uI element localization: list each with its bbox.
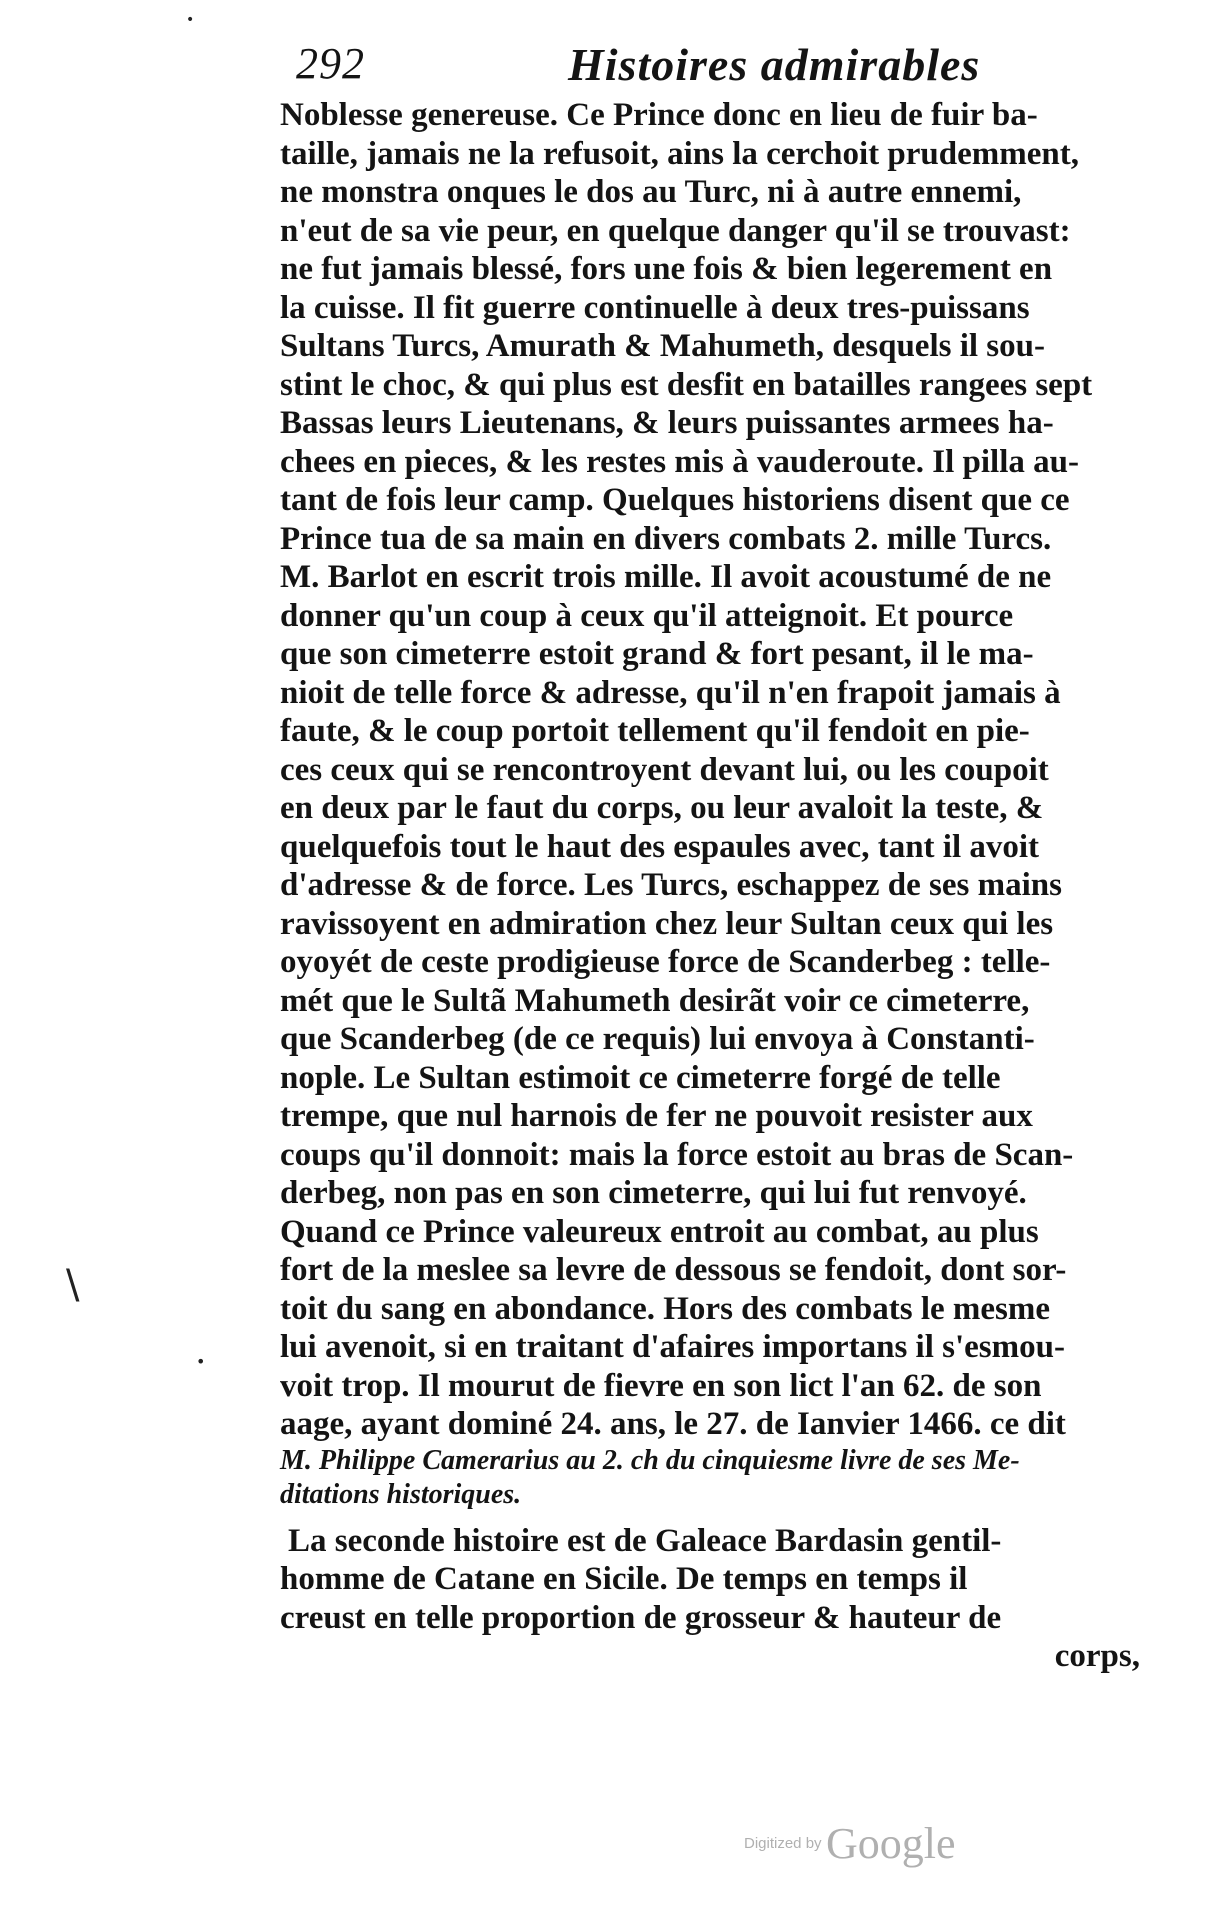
text-line: nople. Le Sultan estimoit ce cimeterre forgé de telle xyxy=(280,1059,1001,1096)
text-line: donner qu'un coup à ceux qu'il atteignoit. Et pource xyxy=(280,597,1014,634)
text-line: homme de Catane en Sicile. De temps en temps il xyxy=(280,1561,968,1597)
text-line: La seconde histoire est de Galeace Bardasin gentil- xyxy=(288,1522,1002,1559)
margin-dot-mark: • xyxy=(196,1352,206,1371)
text-line: ravissoyent en admiration chez leur Sultan ceux qui les xyxy=(280,905,1054,942)
text-line: ne fut jamais blessé, fors une fois & bien legerement en xyxy=(280,251,1053,287)
text-line: que son cimeterre estoit grand & fort pesant, il le ma- xyxy=(280,636,1034,672)
digitized-label: Digitized by xyxy=(744,1835,822,1852)
citation-line: M. Philippe Camerarius au 2. ch du cinquiesme livre de ses Me- xyxy=(280,1444,1020,1476)
text-line: aage, ayant dominé 24. ans, le 27. de Ianvier 1466. ce dit xyxy=(280,1406,1066,1442)
text-line: voit trop. Il mourut de fievre en son lict l'an 62. de son xyxy=(280,1367,1042,1404)
text-line: la cuisse. Il fit guerre continuelle à deux tres-puissans xyxy=(280,289,1030,326)
text-line: Noblesse genereuse. Ce Prince donc en lieu de fuir ba- xyxy=(280,97,1038,133)
text-line: lui avenoit, si en traitant d'afaires importans il s'esmou- xyxy=(280,1329,1065,1365)
catchword: corps, xyxy=(1054,1638,1140,1674)
text-line: derbeg, non pas en son cimeterre, qui lui fut renvoyé. xyxy=(280,1175,1027,1211)
margin-dot-mark: • xyxy=(186,12,195,28)
text-line: creust en telle proportion de grosseur & hauteur de xyxy=(280,1599,1002,1636)
text-line: mét que le Sultã Mahumeth desirãt voir ce cimeterre, xyxy=(280,982,1030,1019)
text-line: M. Barlot en escrit trois mille. Il avoit acoustumé de ne xyxy=(280,559,1052,595)
text-line: Quand ce Prince valeureux entroit au combat, au plus xyxy=(280,1213,1039,1250)
text-line: coups qu'il donnoit: mais la force estoit au bras de Scan- xyxy=(280,1136,1074,1173)
text-line: taille, jamais ne la refusoit, ains la cerchoit prudemment, xyxy=(280,135,1079,172)
paragraph-spacer xyxy=(280,1512,1140,1522)
text-line: Bassas leurs Lieutenans, & leurs puissantes armees ha- xyxy=(280,405,1054,441)
text-line: en deux par le faut du corps, ou leur avaloit la teste, & xyxy=(280,790,1044,826)
text-line: oyoyét de ceste prodigieuse force de Scanderbeg : telle- xyxy=(280,944,1051,980)
text-line: Prince tua de sa main en divers combats 2. mille Turcs. xyxy=(280,520,1052,557)
text-line: quelquefois tout le haut des espaules avec, tant il avoit xyxy=(280,828,1040,865)
text-line: nioit de telle force & adresse, qu'il n'en frapoit jamais à xyxy=(280,674,1061,711)
text-line: que Scanderbeg (de ce requis) lui envoya à Constanti- xyxy=(280,1021,1035,1057)
text-line: faute, & le coup portoit tellement qu'il fendoit en pie- xyxy=(280,713,1030,749)
text-line: fort de la meslee sa levre de dessous se fendoit, dont sor- xyxy=(280,1252,1067,1288)
text-line: Sultans Turcs, Amurath & Mahumeth, desquels il sou- xyxy=(280,328,1045,364)
text-line: chees en pieces, & les restes mis à vauderoute. Il pilla au- xyxy=(280,443,1079,480)
digitized-watermark xyxy=(744,1818,956,1869)
running-title: Histoires admirables xyxy=(568,39,981,90)
citation-line: ditations historiques. xyxy=(280,1478,522,1510)
text-line: stint le choc, & qui plus est desfit en batailles rangees sept xyxy=(280,366,1093,403)
text-line: tant de fois leur camp. Quelques historiens disent que ce xyxy=(280,482,1070,518)
page-header xyxy=(296,38,1196,94)
page-number: 292 xyxy=(296,39,365,88)
body-text xyxy=(280,96,1140,1676)
text-line: ces ceux qui se rencontroyent devant lui, ou les coupoit xyxy=(280,751,1049,788)
google-logo: Google xyxy=(826,1819,956,1868)
text-line: ne monstra onques le dos au Turc, ni à autre ennemi, xyxy=(280,174,1022,210)
text-line: d'adresse & de force. Les Turcs, eschappez de ses mains xyxy=(280,867,1062,903)
text-line: trempe, que nul harnois de fer ne pouvoit resister aux xyxy=(280,1098,1033,1134)
text-line: toit du sang en abondance. Hors des combats le mesme xyxy=(280,1290,1051,1327)
text-line: n'eut de sa vie peur, en quelque danger qu'il se trouvast: xyxy=(280,212,1071,249)
margin-stroke-mark: \ xyxy=(66,1262,80,1308)
